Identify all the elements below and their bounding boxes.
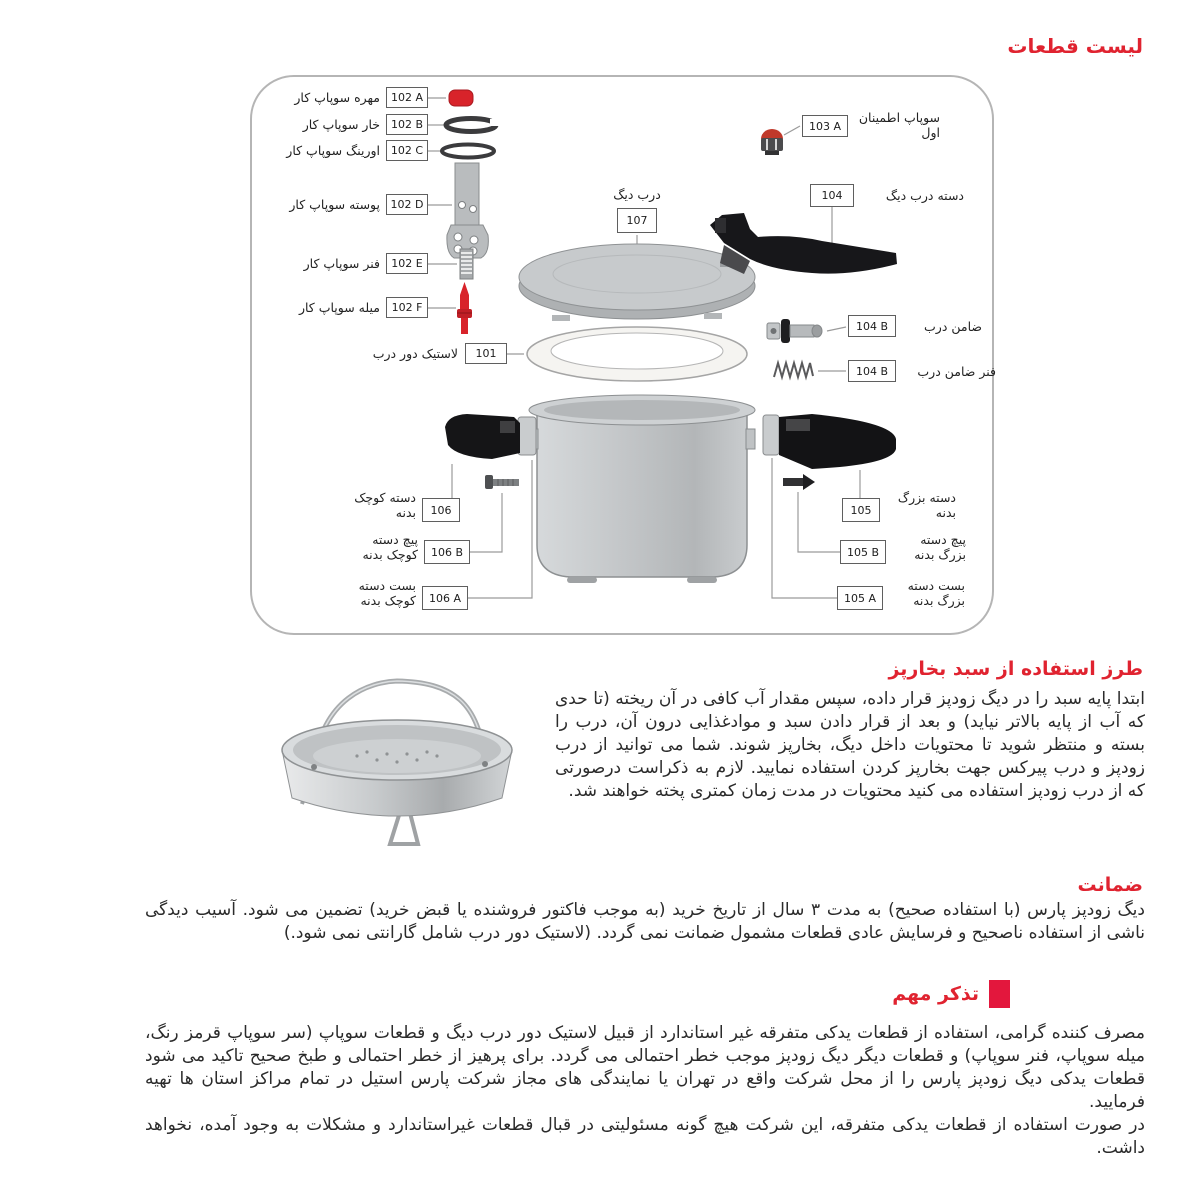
valve-spring-icon [460,249,473,279]
part-name-104b-latch: ضامن درب [924,319,982,334]
part-code-106b: 106 B [424,540,470,564]
part-code-106: 106 [422,498,460,522]
part-name-102f: میله سوپاپ کار [298,300,380,315]
steamer-paragraph: ابتدا پایه سبد را در دیگ زودپز قرار داده، سپس مقدار آب کافی در آن ریخته (تا حدی که آب از پایه بالاتر نیاید) و بعد از قرار دادن سبد و موادغذایی درون آن، درب را بسته و منتظر شوید تا محتویات داخل دیگ، بخارپز شوند. شما می توانید از درب زودپز و درب پیرکس جهت بخارپز کردن استفاده نمایید. لازم به ذکراست درصورتی که از درب زودپز استفاده می کنید محتویات در مدت زمان کمتری پخته خواهند شد. [555,689,1145,801]
part-name-105b: پیچ دسته بزرگ بدنه [914,532,966,562]
steamer-basket-image [252,672,542,861]
part-code-104: 104 [810,184,854,207]
safety-valve-icon [761,129,783,155]
part-name-102a: مهره سوپاپ کار [294,90,380,105]
valve-oring-icon [442,145,494,158]
part-code-102c: 102 C [386,140,428,161]
part-name-103a: سوپاپ اطمینان اول [858,110,940,140]
part-name-102e: فنر سوپاپ کار [303,256,380,271]
notice-header [892,980,1010,1008]
part-code-104b-spring: 104 B [848,360,896,382]
pot-body-art [529,395,755,583]
part-name-101: لاستیک دور درب [372,346,458,361]
valve-clip-icon [446,119,502,132]
part-name-104: دسته درب دیگ [885,188,964,203]
part-name-106b: پیچ دسته کوچک بدنه [362,532,418,562]
part-code-101: 101 [465,343,507,364]
part-name-107: درب دیگ [613,187,661,202]
part-code-102a: 102 A [386,87,428,108]
part-name-102c: اورینگ سوپاپ کار [286,143,380,158]
part-name-105: دسته بزرگ بدنه [897,490,956,520]
part-code-104b-latch: 104 B [848,315,896,337]
part-name-106a: بست دسته کوچک بدنه [358,578,416,608]
basket-body [282,720,512,816]
lid-latch-icon [767,319,822,343]
valve-housing-icon [447,163,488,258]
part-name-105a: بست دسته بزرگ بدنه [907,578,965,608]
latch-spring-icon [774,363,813,377]
steamer-section-title: طرز استفاده از سبد بخارپز [888,658,1143,680]
notice-paragraph-2: در صورت استفاده از قطعات یدکی متفرقه، این شرکت هیچ گونه مسئولیتی در قبال قطعات غیراستاندارد و مشکلات به وجود آمده، نخواهد داشت. [145,1115,1145,1158]
parts-diagram [250,75,994,635]
part-code-102b: 102 B [386,114,428,135]
large-handle-screw-icon [783,474,815,490]
part-code-105: 105 [842,498,880,522]
warranty-section-title: ضمانت [1077,874,1143,896]
part-code-103a: 103 A [802,115,848,137]
part-code-105a: 105 A [837,586,883,610]
part-code-102d: 102 D [386,194,428,215]
part-name-102b: خار سوپاپ کار [302,117,380,132]
red-square-marker-icon [989,980,1010,1008]
warranty-paragraph: دیگ زودپز پارس (با استفاده صحیح) به مدت ۳ سال از تاریخ خرید (به موجب فاکتور فروشنده یا قبض خرید) تضمین می شود. آسیب دیدگی ناشی از استفاده ناصحیح و فرسایش عادی قطعات مشمول ضمانت نمی گردد. (لاستیک دور درب شامل گارانتی نمی شود.) [145,900,1145,943]
small-handle-screw-icon [485,475,519,489]
part-code-105b: 105 B [840,540,886,564]
valve-rod-icon [457,282,472,334]
lid-gasket-icon [527,327,747,381]
part-code-102f: 102 F [386,297,428,318]
part-name-104b-spring: فنر ضامن درب [917,364,996,379]
small-body-handle-icon [445,414,536,459]
part-name-102d: پوسته سوپاپ کار [289,197,380,212]
part-name-106: دسته کوچک بدنه [354,490,416,520]
notice-section-title: تذکر مهم [892,983,979,1005]
part-code-107: 107 [617,208,657,233]
lid-art [519,244,755,321]
large-body-handle-icon [763,414,896,469]
valve-cap-icon [449,90,473,106]
part-code-106a: 106 A [422,586,468,610]
part-code-102e: 102 E [386,253,428,274]
notice-paragraphs [145,1022,1145,1160]
lid-handle-icon [710,213,897,274]
parts-list-title: لیست قطعات [1007,34,1143,58]
notice-paragraph-1: مصرف کننده گرامی، استفاده از قطعات یدکی متفرقه غیر استاندارد از قبیل لاستیک دور درب دیگ و قطعات سوپاپ (سر سوپاپ قرمز رنگ، میله سوپاپ، فنر سوپاپ) و قطعات دیگر دیگ زودپز موجب خطر احتمالی می گردد. برای پرهیز از خطر احتمالی و طبخ صحیح تاکید می شود قطعات یدکی دیگ زودپز پارس را از محل شرکت واقع در تهران یا نمایندگی های مجاز شرکت پارس استیل در تمام مراکز استان ها تهیه فرمایید. [145,1023,1145,1112]
